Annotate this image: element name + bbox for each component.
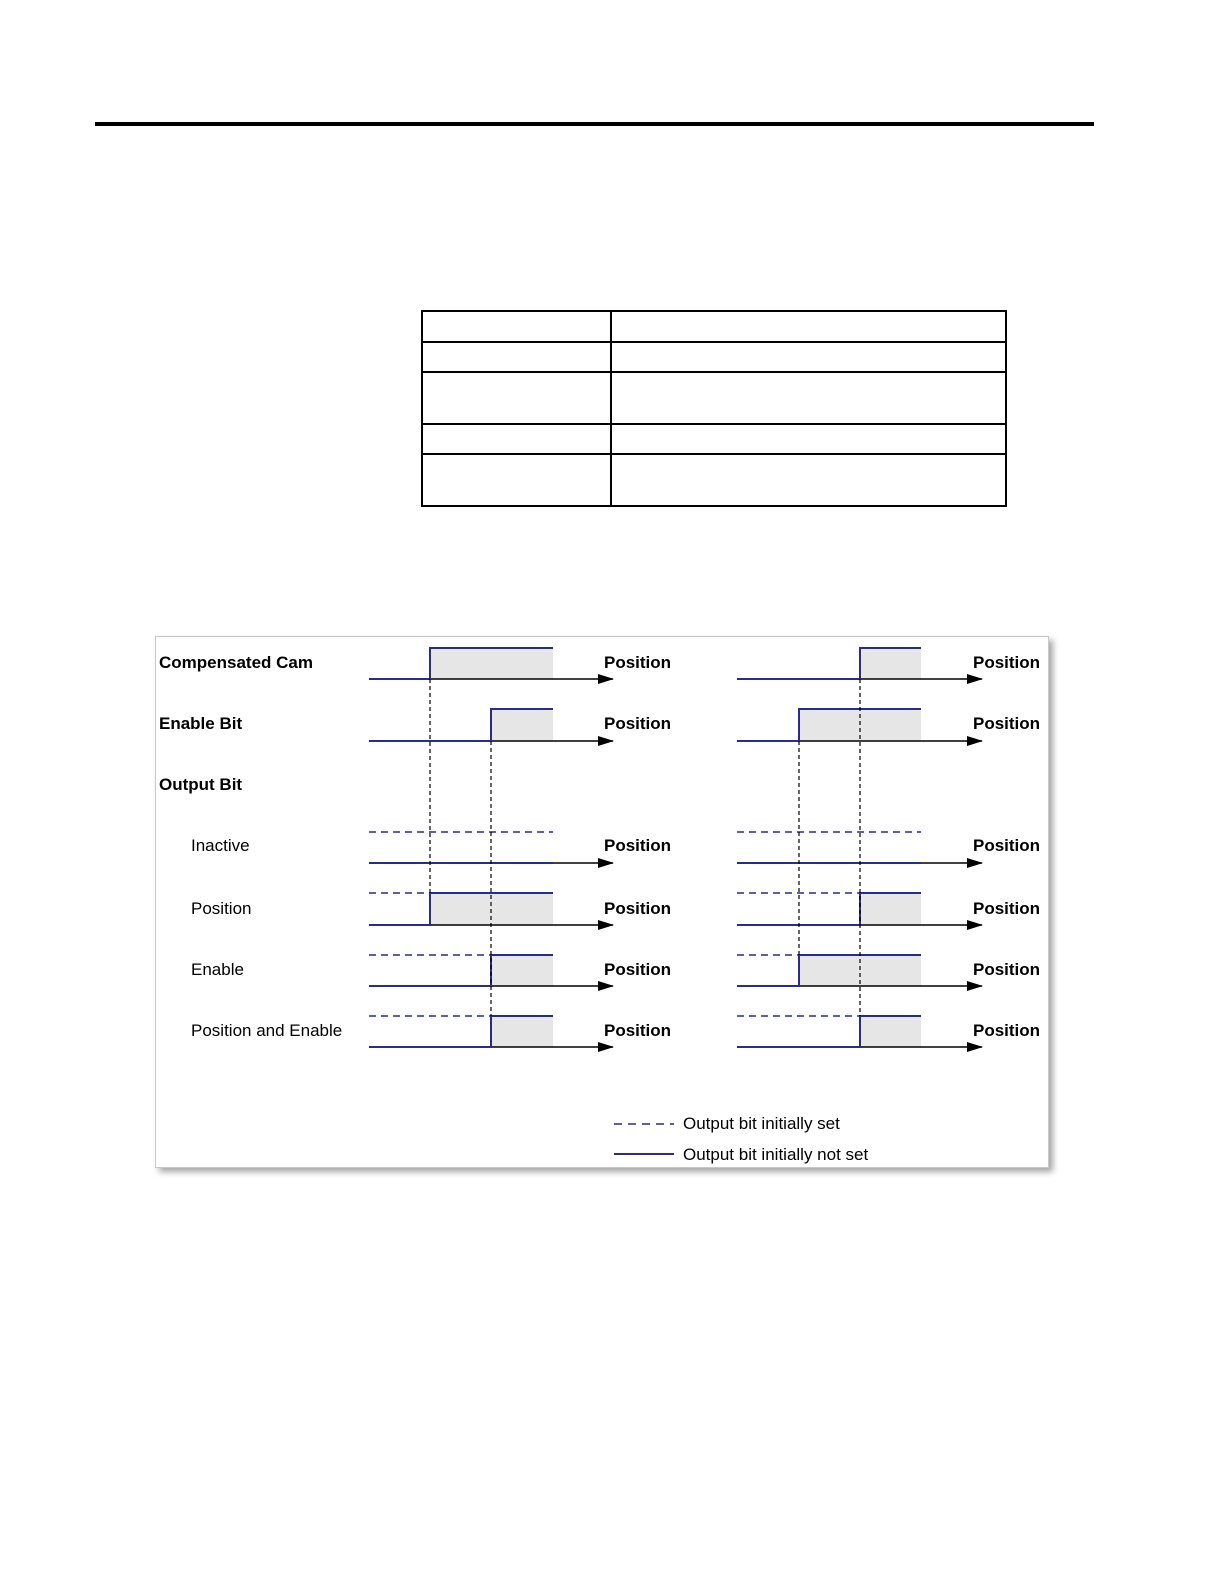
axis-label-position: Position [604,899,672,918]
axis-label-position: Position [973,714,1041,733]
table-cell [611,342,1006,372]
table-row [422,424,1006,454]
left-enable-bit-signal [369,709,613,741]
table-cell [422,424,611,454]
table-cell [422,311,611,342]
table-cell [611,424,1006,454]
timing-diagram [155,636,1049,1168]
axis-label-position: Position [604,960,672,979]
axis-label-position: Position [604,836,672,855]
table-cell [611,454,1006,506]
left-compensated-cam-signal [369,648,613,679]
parameter-table [421,310,1007,507]
table-cell [422,454,611,506]
right-compensated-cam-signal [737,648,982,679]
axis-label-position: Position [973,653,1041,672]
label-compensated-cam: Compensated Cam [159,653,313,672]
top-rule [95,122,1094,126]
table-cell [422,342,611,372]
table-row [422,454,1006,506]
timing-diagram-canvas [156,637,1048,1167]
legend-dashed-label: Output bit initially set [683,1114,840,1133]
label-output-bit: Output Bit [159,775,243,794]
label-enable-mode: Enable [191,960,244,979]
axis-label-position: Position [973,836,1041,855]
table-cell [422,372,611,424]
label-position-and-enable: Position and Enable [191,1021,343,1040]
left-position-and-enable-signal [369,1016,613,1047]
label-inactive: Inactive [191,836,250,855]
axis-label-position: Position [604,653,672,672]
table-row [422,311,1006,342]
axis-label-position: Position [973,960,1041,979]
axis-label-position: Position [604,1021,672,1040]
axis-label-position: Position [973,899,1041,918]
label-position-mode: Position [191,899,252,918]
table-cell [611,372,1006,424]
table-row [422,372,1006,424]
table-row [422,342,1006,372]
table-cell [611,311,1006,342]
axis-label-position: Position [604,714,672,733]
legend-solid-label: Output bit initially not set [683,1145,869,1164]
right-position-and-enable-signal [737,1016,982,1047]
axis-label-position: Position [973,1021,1041,1040]
label-enable-bit: Enable Bit [159,714,243,733]
